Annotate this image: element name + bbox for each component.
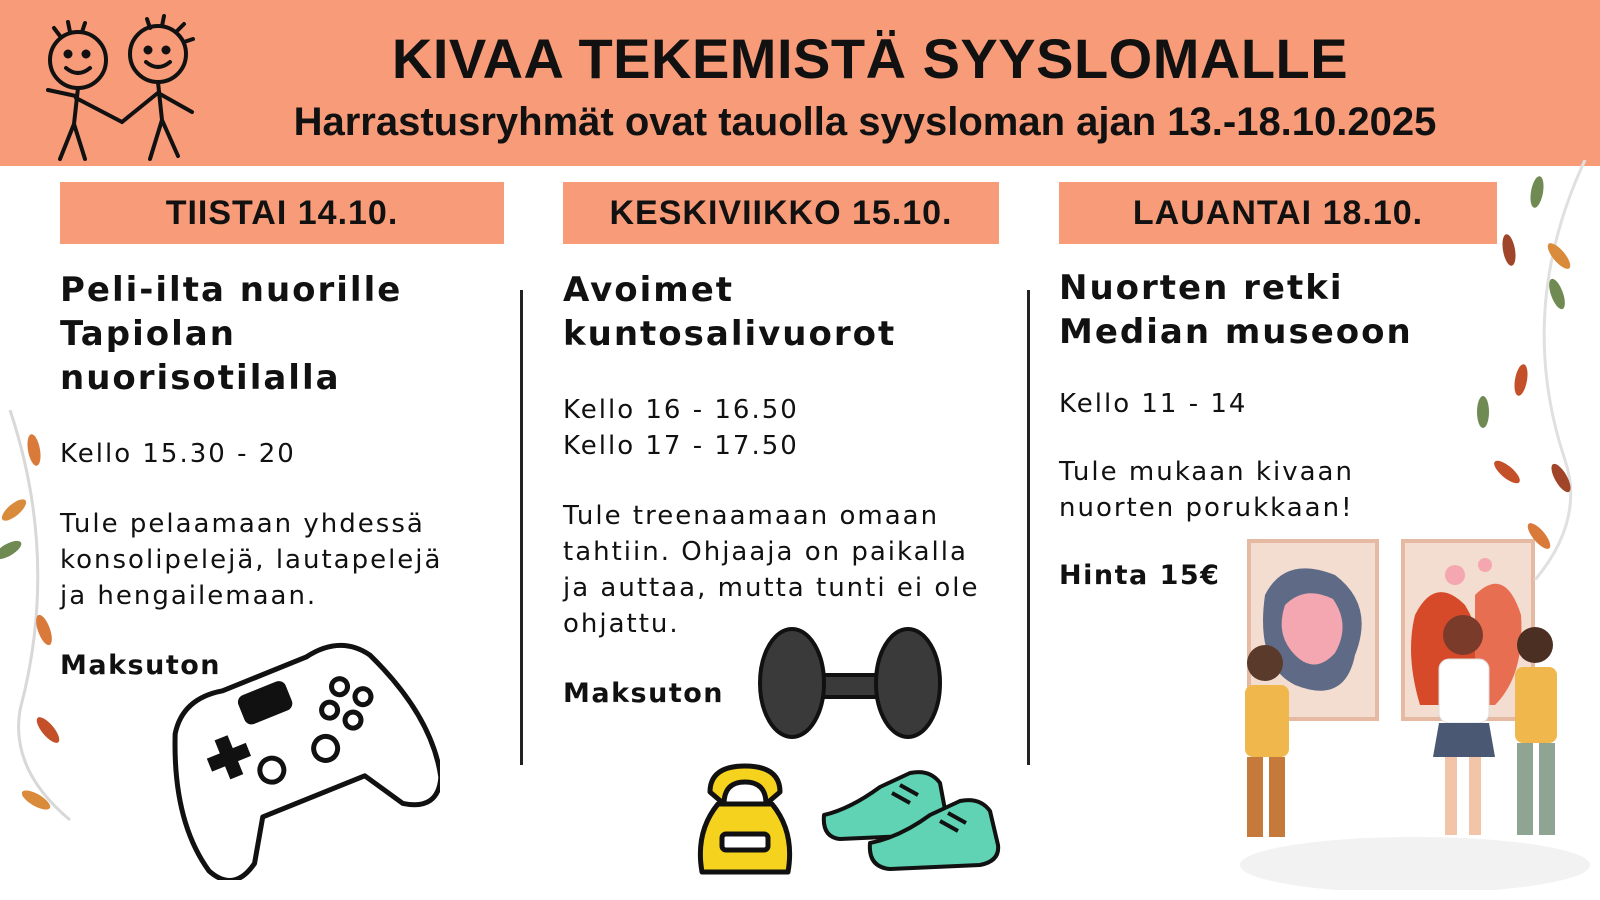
event-description: Tule mukaan kivaan nuorten porukkaan! <box>1059 457 1354 523</box>
header-banner <box>0 0 1600 166</box>
event-title: Peli-ilta nuorille Tapiolan nuorisotilalla <box>60 270 403 398</box>
museum-visit-icon <box>1225 535 1595 890</box>
game-controller-icon <box>150 620 440 880</box>
event-time: Kello 15.30 - 20 <box>60 439 296 469</box>
autumn-leaves-left-icon <box>0 410 80 830</box>
page-subtitle: Harrastusryhmät ovat tauolla syysloman ajan 13.-18.10.2025 <box>293 100 1437 144</box>
event-description: Tule treenaamaan omaan tahtiin. Ohjaaja on paikalla ja auttaa, mutta tunti ei ole ohjattu. <box>563 501 980 639</box>
event-title: Avoimet kuntosalivuorot <box>563 270 897 354</box>
day-label-wednesday: KESKIVIIKKO 15.10. <box>563 182 999 244</box>
stick-friends-icon <box>30 14 210 164</box>
event-description: Tule pelaamaan yhdessä konsolipelejä, lautapelejä ja hengailemaan. <box>60 509 443 611</box>
dumbbell-icon <box>750 625 950 745</box>
event-price: Maksuton <box>60 650 222 681</box>
page-title: KIVAA TEKEMISTÄ SYYSLOMALLE <box>391 27 1349 90</box>
column-divider <box>520 290 523 765</box>
day-label-saturday: LAUANTAI 18.10. <box>1059 182 1497 244</box>
event-price: Maksuton <box>563 678 725 709</box>
column-divider <box>1027 290 1030 765</box>
event-price: Hinta 15€ <box>1059 560 1221 591</box>
day-label-tuesday: TIISTAI 14.10. <box>60 182 504 244</box>
sneakers-icon <box>820 765 1020 875</box>
event-title: Nuorten retki Median museoon <box>1059 268 1413 352</box>
event-time: Kello 11 - 14 <box>1059 389 1248 419</box>
event-time: Kello 16 - 16.50 Kello 17 - 17.50 <box>563 395 799 461</box>
kettlebell-icon <box>690 762 800 882</box>
autumn-leaves-right-icon <box>1475 160 1600 580</box>
